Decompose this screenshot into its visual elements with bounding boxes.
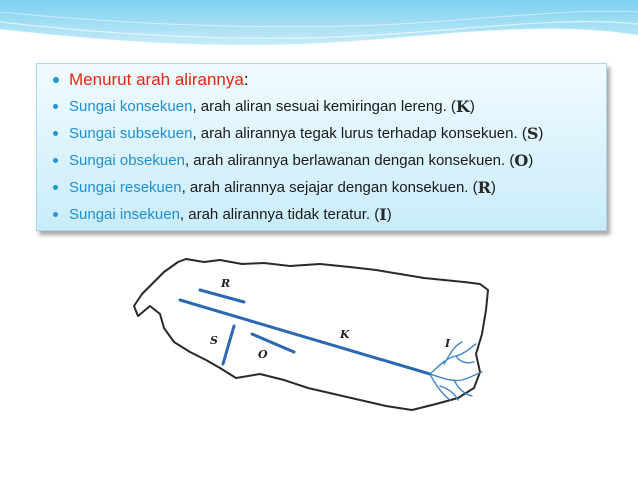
section-heading (53, 69, 249, 91)
term-description: , arah aliran sesuai kemiringan lereng. ( (192, 97, 456, 115)
bullet-dot-icon (53, 212, 58, 217)
term-description: , arah alirannya berlawanan dengan konsekuen. ( (184, 151, 515, 169)
list-item-insekuen (53, 203, 392, 225)
label-k: K (340, 328, 350, 341)
label-r: R (221, 277, 231, 290)
content-panel (36, 63, 607, 231)
term-code: K (455, 96, 470, 116)
bullet-dot-icon (53, 77, 59, 83)
term-close: ) (469, 97, 475, 115)
term-close: ) (528, 151, 534, 169)
term-label: Sungai insekuen (69, 205, 180, 223)
term-code: S (526, 123, 539, 143)
label-o: O (258, 348, 268, 361)
heading-colon: : (243, 70, 249, 89)
list-item-konsekuen (53, 95, 475, 117)
term-description: , arah alirannya tidak teratur. ( (179, 205, 380, 223)
term-description: , arah alirannya tegak lurus terhadap konsekuen. ( (192, 124, 527, 142)
term-label: Sungai konsekuen (69, 97, 193, 115)
landmass-outline (134, 259, 488, 410)
bullet-dot-icon (53, 158, 58, 163)
term-code: I (379, 204, 387, 224)
river-pattern-diagram (124, 254, 498, 479)
heading-highlight: Menurut arah alirannya (69, 70, 244, 89)
term-close: ) (490, 178, 496, 196)
term-close: ) (386, 205, 392, 223)
term-close: ) (538, 124, 544, 142)
term-description: , arah alirannya sejajar dengan konsekuen. ( (181, 178, 478, 196)
bullet-dot-icon (53, 131, 58, 136)
term-code: O (514, 150, 529, 170)
list-item-subsekuen (53, 122, 543, 144)
list-item-resekuen (53, 176, 496, 198)
list-item-obsekuen (53, 149, 533, 171)
header-wave-decoration (0, 0, 638, 70)
term-label: Sungai resekuen (69, 178, 182, 196)
label-i: I (445, 337, 451, 350)
term-label: Sungai obsekuen (69, 151, 185, 169)
term-code: R (477, 177, 491, 197)
label-s: S (210, 334, 218, 347)
bullet-dot-icon (53, 104, 58, 109)
bullet-dot-icon (53, 185, 58, 190)
term-label: Sungai subsekuen (69, 124, 193, 142)
